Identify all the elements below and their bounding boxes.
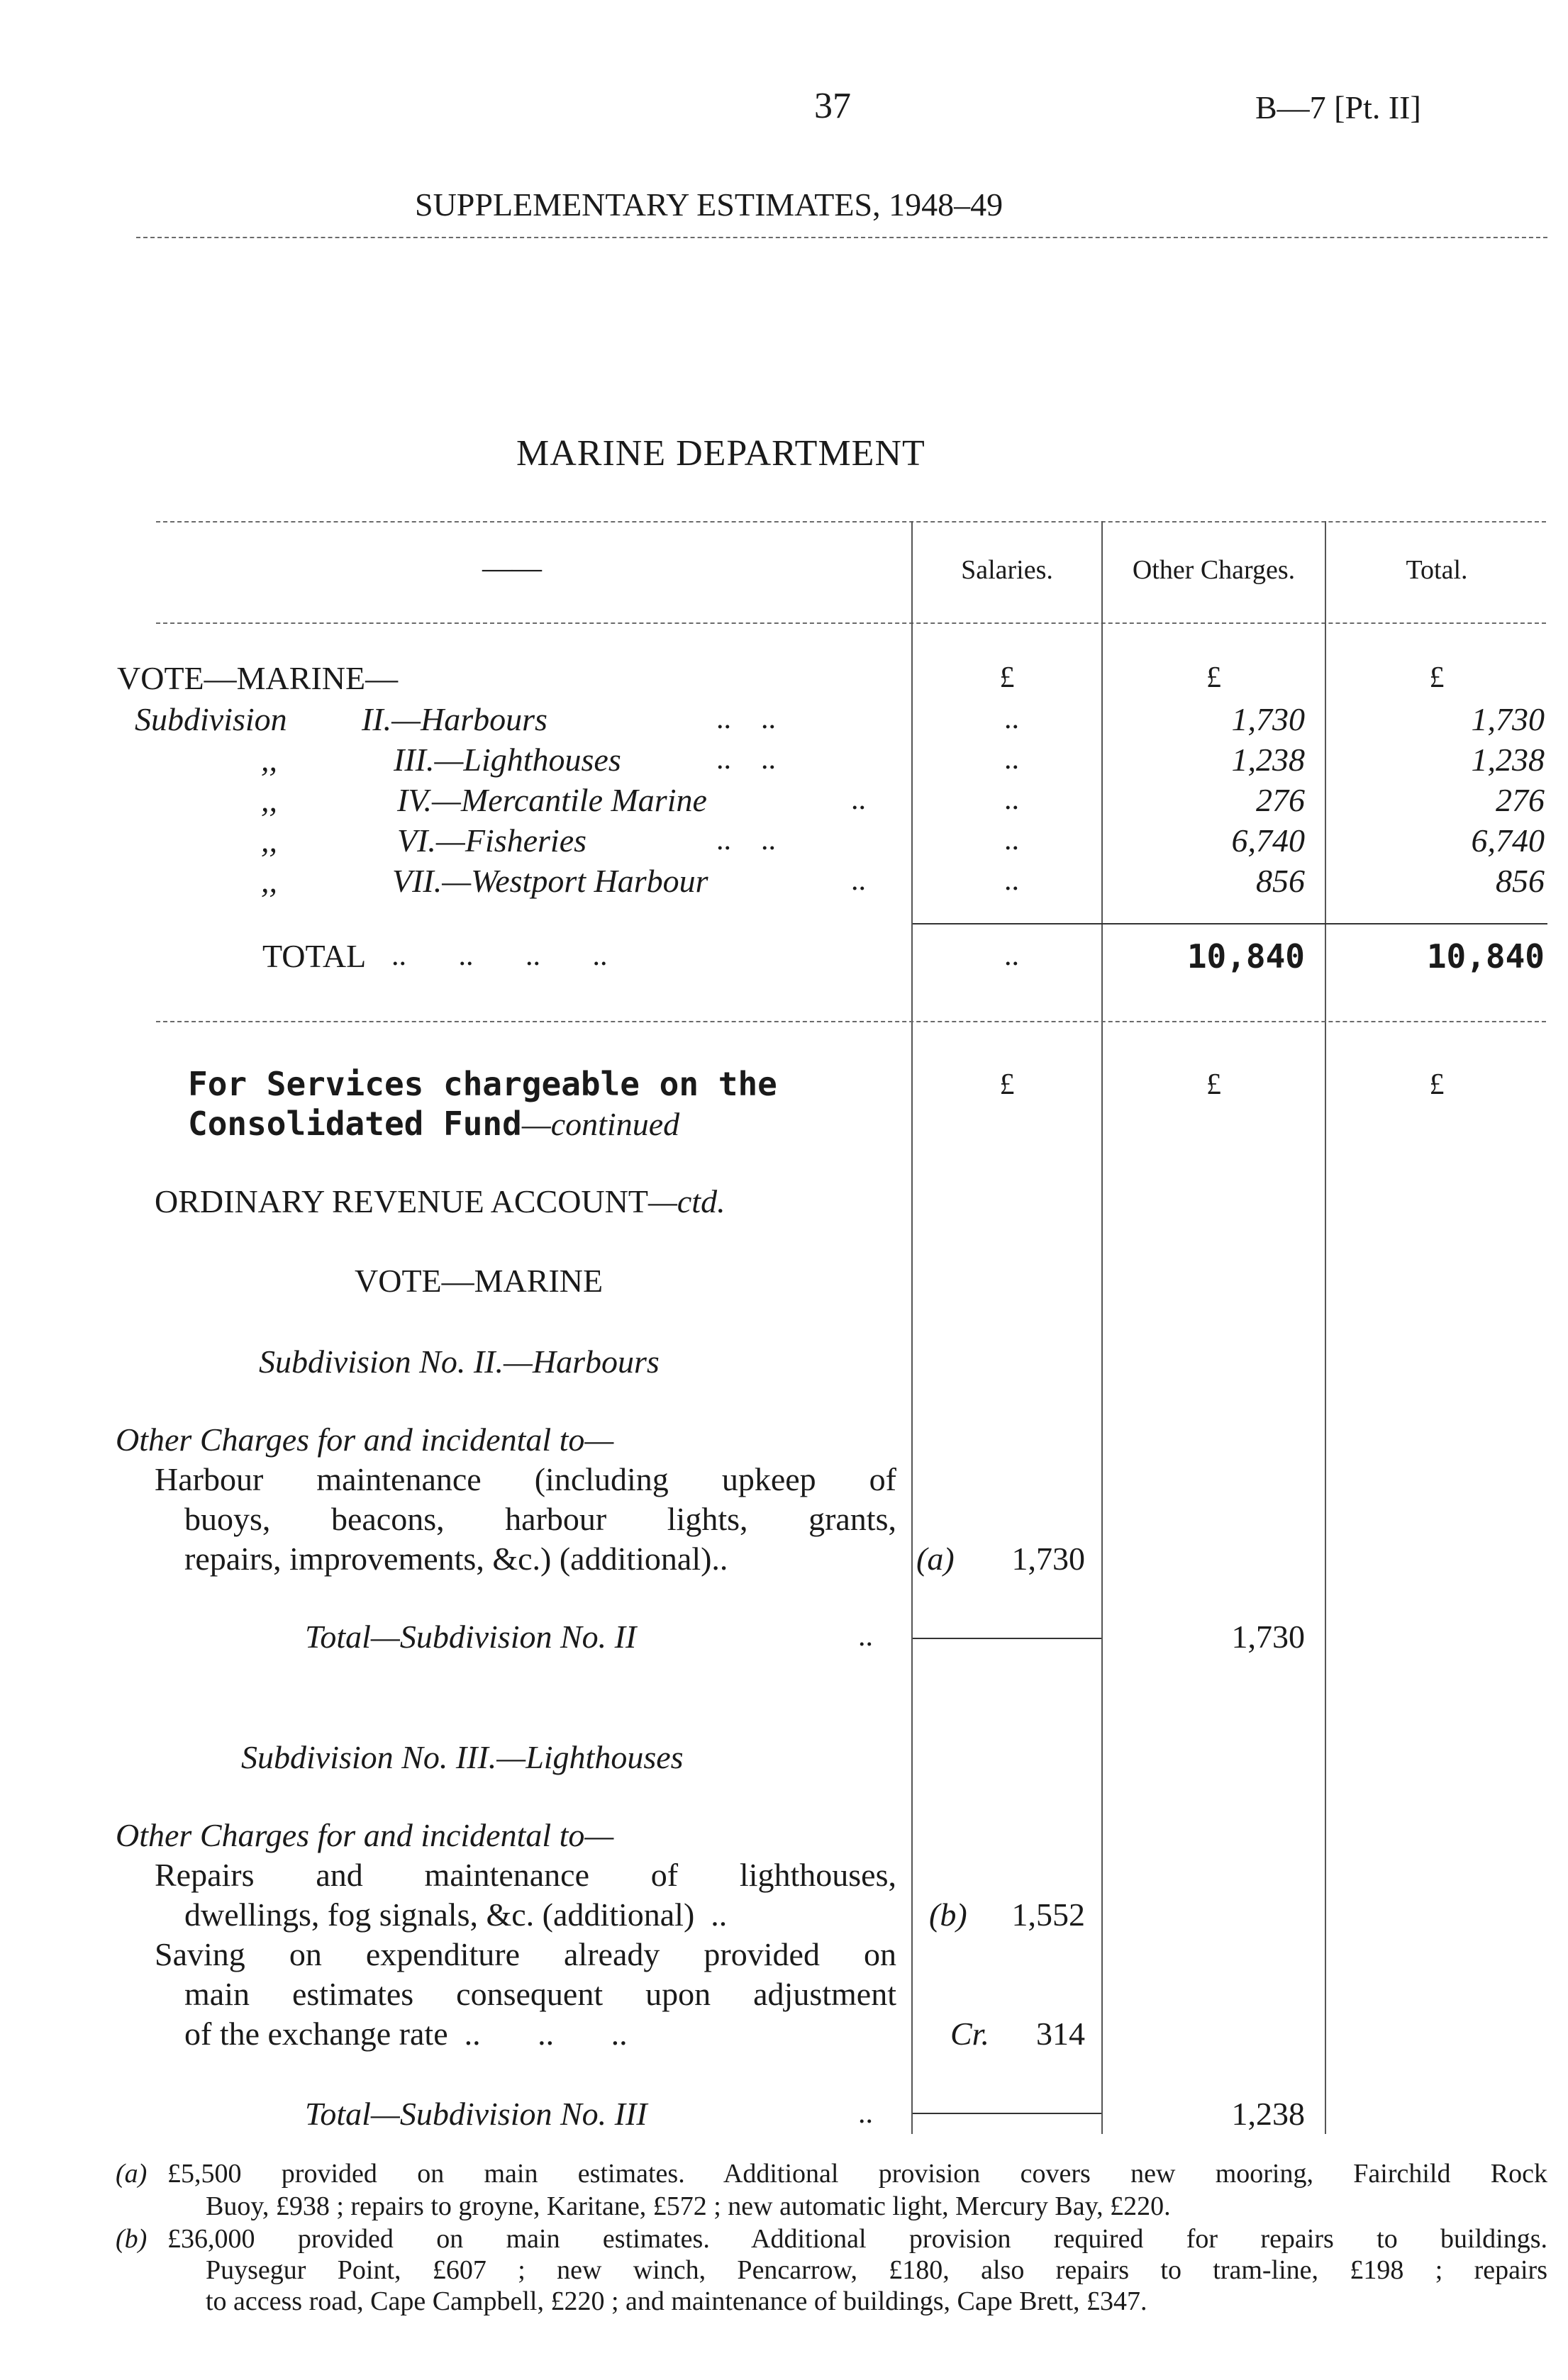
page-reference: B—7 [Pt. II] [1255, 89, 1421, 125]
sub3-item1-ref: (b) [929, 1896, 967, 1933]
sub3-item1-amount: 1,552 [1011, 1896, 1085, 1933]
sub3-title-b: —Lighthouses [496, 1739, 684, 1775]
summary-row-total: 6,740 [1471, 822, 1545, 859]
total-rule [913, 923, 1547, 924]
sub3-item2-ref: Cr. [950, 2016, 989, 2052]
footnote-b-line2: Puysegur Point, £607 ; new winch, Pencarrow, £180, also repairs to tram-line, £198 ; repairs [206, 2255, 1547, 2285]
sub3-item1-line: Repairs and maintenance of lighthouses, [155, 1857, 896, 1893]
footnote-a-line2: Buoy, £938 ; repairs to groyne, Karitane, £572 ; new automatic light, Mercury Bay, £220. [206, 2191, 1171, 2221]
summary-row-other: 1,730 [1231, 701, 1305, 737]
currency-total: £ [1429, 661, 1445, 694]
footnote-b-mark: (b) [116, 2224, 148, 2254]
summary-row-name: VI.—Fisheries [397, 822, 587, 859]
department-title: MARINE DEPARTMENT [516, 433, 925, 474]
summary-row-leader: .. [851, 864, 866, 897]
sub3-item2-line: of the exchange rate .. .. .. [184, 2016, 628, 2052]
vote-label: VOTE—MARINE— [117, 660, 399, 696]
sub3-item2-line: Saving on expenditure already provided on [155, 1936, 896, 1972]
summary-row-leader: .. .. [716, 703, 776, 735]
summary-row-total: 1,730 [1471, 701, 1545, 737]
summary-row-prefix: ,, [261, 742, 277, 778]
summary-row-other: 276 [1256, 782, 1305, 818]
summary-row-prefix: ,, [261, 782, 277, 818]
sub3-title-a: Subdivision No. III. [241, 1739, 497, 1775]
summary-row-salaries: .. [1004, 824, 1019, 856]
sub3-total-leader: .. [858, 2097, 873, 2130]
summary-row-prefix: ,, [261, 863, 277, 899]
detail-currency-total: £ [1429, 1068, 1445, 1101]
col-header-total: Total. [1406, 555, 1468, 585]
summary-row-total: 1,238 [1471, 742, 1545, 778]
col-header-blank: —— [482, 552, 542, 585]
page-number: 37 [814, 86, 851, 126]
sub3-item1-line: dwellings, fog signals, &c. (additional) .. [184, 1896, 728, 1933]
col-header-other-charges: Other Charges. [1132, 555, 1296, 585]
detail-heading-line1: For Services chargeable on the [188, 1065, 777, 1103]
detail-heading-bold: Consolidated Fund [188, 1105, 522, 1143]
sub2-item-ref: (a) [916, 1541, 955, 1577]
summary-row-leader: .. .. [716, 824, 776, 856]
table-top-rule [156, 521, 1546, 523]
sub2-item-amount: 1,730 [1011, 1541, 1085, 1577]
summary-row-total: 856 [1496, 863, 1545, 899]
detail-heading-italic: —continued [521, 1106, 680, 1142]
summary-row-salaries: .. [1004, 743, 1019, 776]
sub2-total-leader: .. [858, 1620, 873, 1653]
sub2-intro: Other Charges for and incidental to— [116, 1421, 614, 1458]
summary-row-salaries: .. [1004, 703, 1019, 735]
summary-row-leader: .. .. [716, 743, 776, 776]
footnote-a-line1: £5,500 provided on main estimates. Additional provision covers new mooring, Fairchild Rock [167, 2159, 1547, 2189]
summary-row-prefix: Subdivision [135, 701, 287, 737]
detail-currency-salaries: £ [999, 1068, 1015, 1101]
account-ctd: —ctd. [647, 1183, 725, 1219]
sub3-item2-amount: 314 [1036, 2016, 1085, 2052]
summary-row-name: III.—Lighthouses [394, 742, 621, 778]
header-rule [136, 237, 1547, 238]
col-header-salaries: Salaries. [961, 555, 1053, 585]
sub2-item-line: Harbour maintenance (including upkeep of [155, 1461, 896, 1497]
detail-currency-other: £ [1206, 1068, 1221, 1101]
sub2-total-rule [913, 1638, 1101, 1639]
summary-row-other: 856 [1256, 863, 1305, 899]
sub3-item2-line: main estimates consequent upon adjustment [184, 1976, 896, 2012]
total-total: 10,840 [1426, 937, 1545, 976]
currency-other: £ [1206, 661, 1221, 694]
running-title: SUPPLEMENTARY ESTIMATES, 1948–49 [415, 186, 1003, 223]
summary-row-leader: .. [851, 783, 866, 816]
sub3-total-rule [913, 2113, 1101, 2114]
total-salaries: .. [1004, 939, 1019, 972]
account-heading [155, 1183, 725, 1220]
section-rule [156, 1021, 1546, 1022]
sub2-title-a: Subdivision No. II. [259, 1343, 504, 1380]
total-leader: .. .. .. .. [391, 939, 608, 972]
currency-salaries: £ [999, 661, 1015, 694]
vote-heading: VOTE—MARINE [355, 1263, 604, 1299]
sub3-title [241, 1738, 684, 1776]
sub2-title-b: —Harbours [503, 1343, 660, 1380]
sub3-total-amount: 1,238 [1231, 2096, 1305, 2132]
footnote-b-line3: to access road, Cape Campbell, £220 ; and maintenance of buildings, Cape Brett, £347. [206, 2286, 1147, 2316]
summary-row-salaries: .. [1004, 783, 1019, 816]
summary-row-name: VII.—Westport Harbour [392, 863, 708, 899]
summary-row-other: 1,238 [1231, 742, 1305, 778]
total-other-charges: 10,840 [1186, 937, 1305, 976]
total-label: TOTAL [262, 938, 367, 974]
summary-row-salaries: .. [1004, 864, 1019, 897]
sub3-intro: Other Charges for and incidental to— [116, 1817, 614, 1853]
sub2-total-label: Total—Subdivision No. II [305, 1619, 637, 1655]
summary-row-other: 6,740 [1231, 822, 1305, 859]
sub2-item-line: buoys, beacons, harbour lights, grants, [184, 1501, 896, 1537]
footnote-b-line1: £36,000 provided on main estimates. Additional provision required for repairs to buildings. [167, 2224, 1547, 2254]
summary-row-total: 276 [1496, 782, 1545, 818]
account-main: ORDINARY REVENUE ACCOUNT [155, 1183, 648, 1219]
sub3-total-label: Total—Subdivision No. III [305, 2096, 647, 2132]
footnote-a-mark: (a) [116, 2159, 148, 2189]
table-head-rule [156, 622, 1546, 624]
sub2-item-line: repairs, improvements, &c.) (additional).. [184, 1541, 728, 1577]
sub2-title [259, 1343, 660, 1380]
summary-row-name: II.—Harbours [362, 701, 547, 737]
detail-heading-line2 [188, 1105, 679, 1143]
sub2-total-amount: 1,730 [1231, 1619, 1305, 1655]
summary-row-prefix: ,, [261, 822, 277, 859]
summary-row-name: IV.—Mercantile Marine [397, 782, 707, 818]
